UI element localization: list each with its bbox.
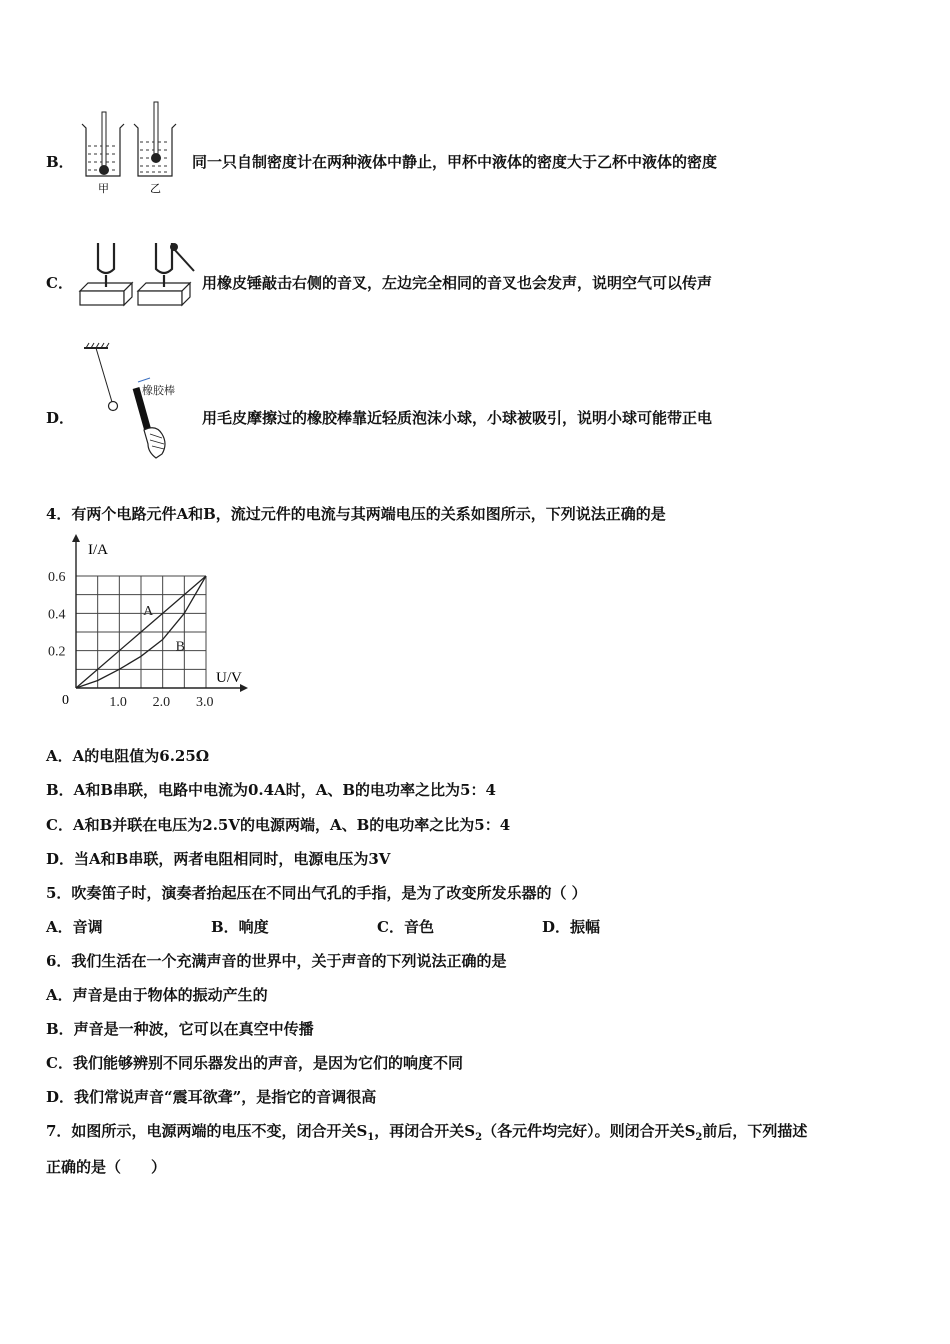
y-axis-label: I/A (88, 542, 108, 558)
x-tick-label: 2.0 (152, 695, 171, 710)
origin-label: 0 (62, 693, 69, 708)
option-b-label: B． (46, 153, 74, 171)
x-tick-label: 3.0 (196, 695, 214, 710)
option-c-text: 用橡皮锤敲击右侧的音叉，左边完全相同的音叉也会发声，说明空气可以传声 (202, 274, 713, 292)
x-axis-label: U/V (216, 670, 242, 686)
tuning-fork-right (156, 243, 172, 273)
q7-stem-line1: 7．如图所示，电源两端的电压不变，闭合开关$S_1$，再闭合开关$S_2$（各元件均完好）。则闭合开关$S_2$前后，下列描述 (46, 1122, 808, 1143)
rubber-hammer-head (170, 243, 178, 251)
q4-option-a: A．A的电阻值为6.25Ω (46, 747, 210, 765)
hand-icon (144, 428, 165, 458)
q5-option-c: C．音色 (377, 918, 434, 936)
q6-option-a: A．声音是由于物体的振动产生的 (46, 986, 268, 1004)
option-b-text: 同一只自制密度计在两种液体中静止，甲杯中液体的密度大于乙杯中液体的密度 (192, 153, 718, 171)
density-meter-right (154, 102, 158, 156)
beaker-label-jia: 甲 (98, 183, 109, 195)
q7-stem-line2: 正确的是（ ） (46, 1158, 167, 1176)
option-d-text: 用毛皮摩擦过的橡胶棒靠近轻质泡沫小球，小球被吸引，说明小球可能带正电 (202, 409, 713, 427)
q6-option-b: B．声音是一种波，它可以在真空中传播 (46, 1020, 314, 1038)
rubber-rod-label: 橡胶棒 (142, 385, 175, 397)
rubber-rod-figure (78, 338, 196, 466)
rubber-hammer-handle (174, 249, 194, 271)
q4-stem: 4．有两个电路元件A和B，流过元件的电流与其两端电压的关系如图所示，下列说法正确的是 (46, 505, 666, 523)
y-axis-arrow (72, 534, 80, 542)
density-meter-bulb-left (99, 165, 109, 175)
pendulum-string (96, 348, 112, 402)
q5-option-b: B．响度 (211, 918, 269, 936)
density-meter-figure (76, 100, 188, 196)
density-meter-left (102, 112, 106, 170)
y-tick-label: 0.6 (48, 570, 66, 585)
y-tick-label: 0.2 (48, 644, 66, 660)
q6-stem: 6．我们生活在一个充满声音的世界中，关于声音的下列说法正确的是 (46, 952, 507, 970)
y-tick-label: 0.4 (48, 607, 66, 623)
series-label-A: A (143, 604, 154, 620)
foam-ball (109, 402, 118, 411)
tuning-fork-figure (76, 235, 200, 311)
q5-stem: 5．吹奏笛子时，演奏者抬起压在不同出气孔的手指，是为了改变所发乐器的（ ） (46, 884, 587, 902)
option-c-label: C． (46, 274, 73, 292)
beaker-label-yi: 乙 (150, 183, 161, 195)
density-meter-bulb-right (151, 153, 161, 163)
q5-option-d: D．振幅 (542, 918, 601, 936)
x-tick-label: 1.0 (109, 695, 127, 710)
q4-option-d: D．当A和B串联，两者电阻相同时，电源电压为3V (46, 850, 391, 868)
iv-chart (40, 532, 260, 718)
q6-option-d: D．我们常说声音“震耳欲聋”，是指它的音调很高 (46, 1088, 377, 1106)
q5-option-a: A．音调 (46, 918, 103, 936)
q4-option-c: C．A和B并联在电压为2.5V的电源两端，A、B的电功率之比为5：4 (46, 816, 511, 834)
q4-option-b: B．A和B串联，电路中电流为0.4A时，A、B的电功率之比为5：4 (46, 781, 496, 799)
option-d-label: D． (46, 409, 75, 427)
q6-option-c: C．我们能够辨别不同乐器发出的声音，是因为它们的响度不同 (46, 1054, 463, 1072)
series-label-B: B (175, 639, 186, 655)
tuning-fork-left (98, 243, 114, 273)
